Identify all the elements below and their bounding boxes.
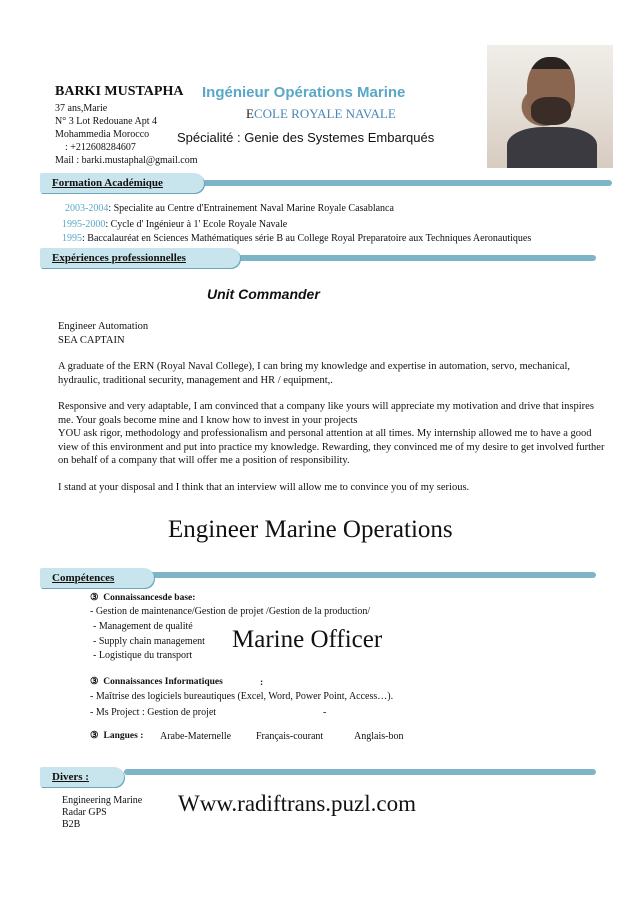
paragraph-3: I stand at your disposal and I think that an interview will allow me to convince you of my serious. xyxy=(58,481,470,493)
formation-item: 2003-2004: Specialite au Centre d'Entrainement Naval Marine Royale Casablanca xyxy=(65,203,394,214)
language-french: Français-courant xyxy=(256,731,324,742)
divers-item: Radar GPS xyxy=(62,807,107,818)
it-skills-colon: : xyxy=(260,678,264,688)
divers-item: B2B xyxy=(62,819,81,830)
languages-row: ③ Langues : xyxy=(90,731,144,741)
phone: : +212608284607 xyxy=(65,142,136,153)
marine-officer-title: Marine Officer xyxy=(232,626,383,653)
section-formation xyxy=(40,173,612,193)
address-line-2: Mohammedia Morocco xyxy=(55,129,150,140)
it-skill-item: - Ms Project : Gestion de projet xyxy=(90,707,217,718)
base-skill-item: - Management de qualité xyxy=(93,621,193,632)
divers-list xyxy=(62,795,142,831)
language-english: Anglais-bon xyxy=(354,731,404,742)
base-skill-item: - Gestion de maintenance/Gestion de projet /Gestion de la production/ xyxy=(90,606,371,617)
section-divers-title: Divers : xyxy=(40,767,124,787)
section-competences xyxy=(40,568,596,588)
formation-item: 1995: Baccalauréat en Sciences Mathématiques série B au College Royal Preparatoire aux Techniques Aeronautiques xyxy=(62,233,532,244)
it-skill-item: - Maîtrise des logiciels bureautiques (Excel, Word, Power Point, Access…). xyxy=(90,691,394,702)
languages-title: Langues : xyxy=(103,731,144,741)
school-rest: COLE ROYALE NAVALE xyxy=(253,106,396,121)
paragraph-2b: YOU ask rigor, methodology and professionalism and personal attention at all times. My internship allowed me to have a good view of this environment and put into practice my knowledge. Rewarding, they convinced me of my desire to get involved further on behalf of a company that will offer me a position of responsibility. xyxy=(58,428,605,466)
school-initial: E xyxy=(246,106,254,121)
job-title: Ingénieur Opérations Marine xyxy=(202,84,406,101)
section-competences-title: Compétences xyxy=(40,568,154,588)
base-skill-item: - Supply chain management xyxy=(93,636,205,647)
it-skills-title: ③ Connaissances Informatiques xyxy=(90,677,223,687)
section-experiences-title: Expériences professionnelles xyxy=(40,248,240,268)
language-arabic: Arabe-Maternelle xyxy=(160,731,232,742)
email: Mail : barki.mustaphal@gmail.com xyxy=(55,155,198,166)
role-1: Engineer Automation xyxy=(58,321,149,332)
candidate-name: BARKI MUSTAPHA xyxy=(55,84,184,99)
profile-photo xyxy=(487,45,613,168)
role-2: SEA CAPTAIN xyxy=(58,334,125,346)
experience-body xyxy=(58,320,610,494)
it-skill-dash: - xyxy=(323,707,327,718)
big-title: Engineer Marine Operations xyxy=(168,516,453,543)
experience-heading: Unit Commander xyxy=(207,286,320,302)
paragraph-2a: Responsive and very adaptable, I am convinced that a company like yours will appreciate my motivation and drive that inspires me. Your goals become mine and I know how to invest in your projects xyxy=(58,401,594,426)
specialty: Spécialité : Genie des Systemes Embarqués xyxy=(177,130,435,145)
website: Www.radiftrans.puzl.com xyxy=(178,791,417,816)
school-name xyxy=(246,106,396,122)
section-divers xyxy=(40,767,596,787)
paragraph-1: A graduate of the ERN (Royal Naval College), I can bring my knowledge and expertise in automation, servo, mechanical, hydraulic, traditional security, management and HR / equipment,. xyxy=(58,361,571,386)
divers-item: Engineering Marine xyxy=(62,795,143,806)
address-line-1: N° 3 Lot Redouane Apt 4 xyxy=(55,116,158,127)
section-formation-title: Formation Académique xyxy=(40,173,204,193)
base-skill-item: - Logistique du transport xyxy=(93,650,193,661)
formation-item: 1995-2000: Cycle d' Ingénieur à 1' Ecole Royale Navale xyxy=(62,219,288,230)
age-status: 37 ans,Marie xyxy=(55,103,108,114)
base-skills-title: ③ Connaissancesde base: xyxy=(90,593,196,603)
section-experiences xyxy=(40,248,596,268)
